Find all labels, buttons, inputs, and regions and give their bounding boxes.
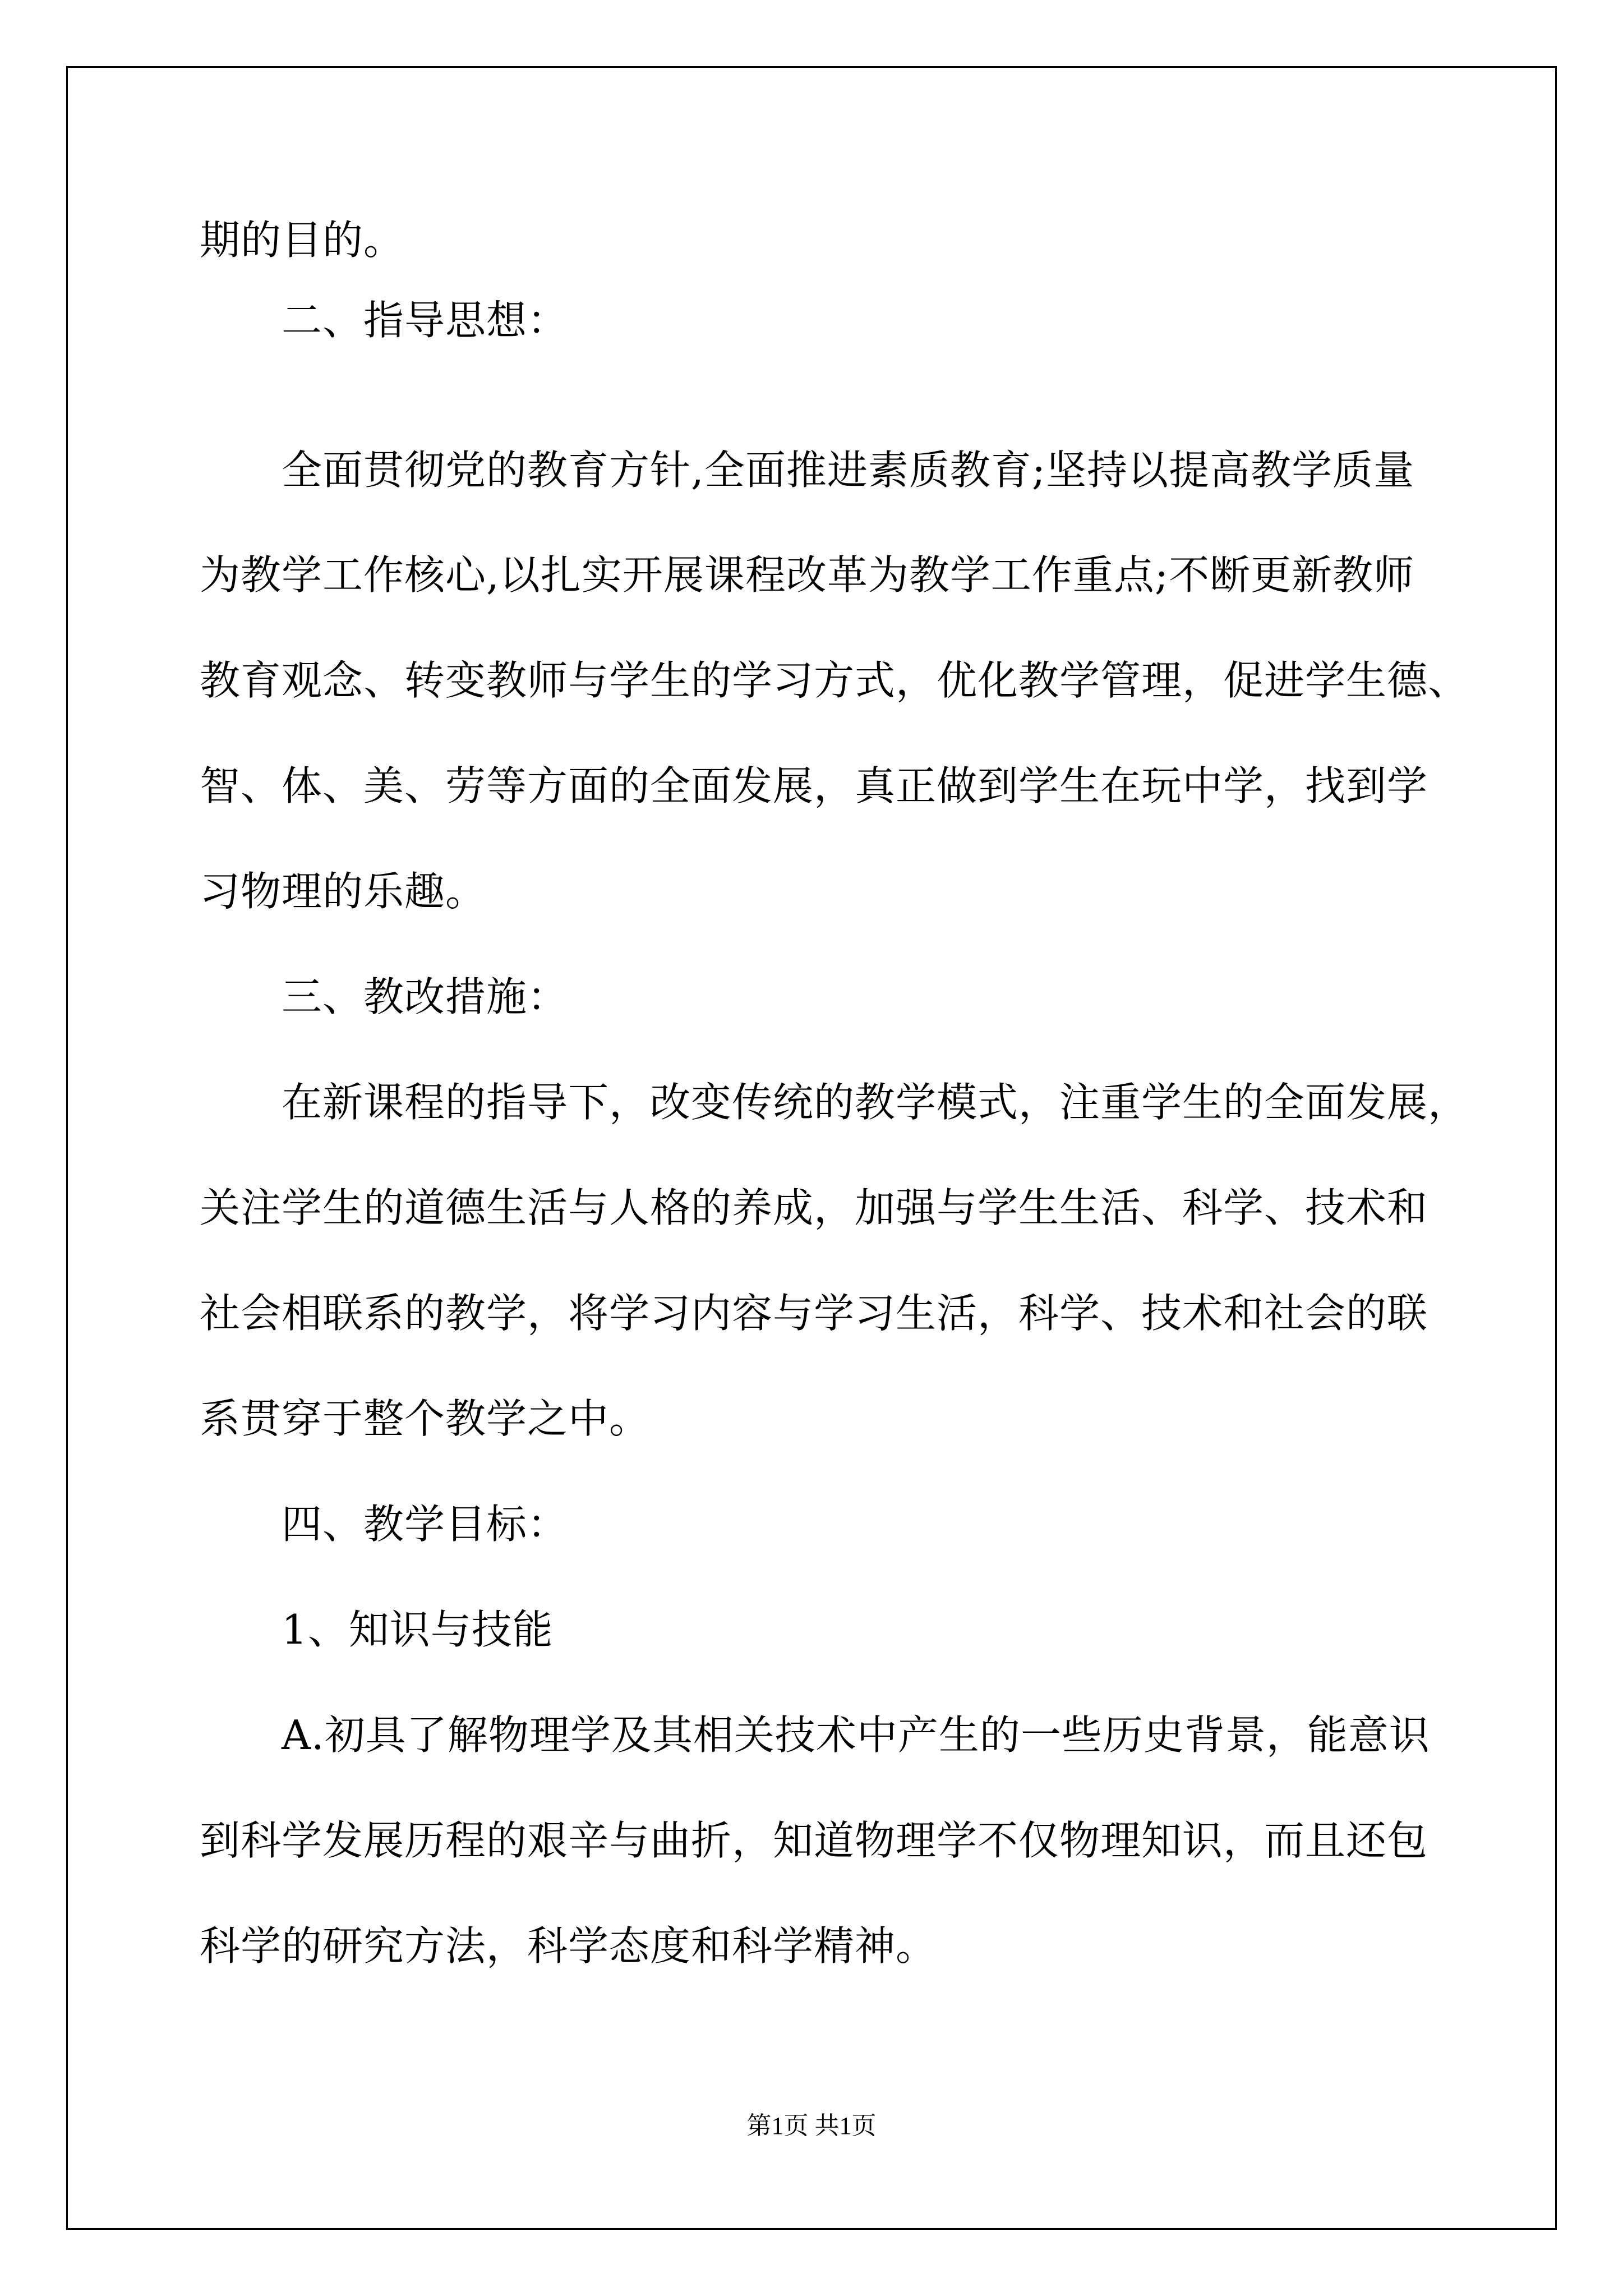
paragraph-line: 科学的研究方法，科学态度和科学精神。	[200, 1922, 937, 1970]
paragraph-line: 到科学发展历程的艰辛与曲折，知道物理学不仅物理知识，而且还包	[200, 1817, 1428, 1864]
paragraph-line: 系贯穿于整个教学之中。	[200, 1395, 651, 1442]
subsection-heading: 1、知识与技能	[282, 1606, 554, 1653]
section-heading: 二、指导思想：	[282, 297, 569, 344]
paragraph-line: 社会相联系的教学，将学习内容与学习生活，科学、技术和社会的联	[200, 1290, 1428, 1337]
paragraph-line: A.初具了解物理学及其相关技术中产生的一些历史背景，能意识	[282, 1711, 1430, 1759]
page-border	[66, 66, 1557, 2230]
paragraph-line: 习物理的乐趣。	[200, 868, 487, 915]
paragraph-line: 为教学工作核心,以扎实开展课程改革为教学工作重点;不断更新教师	[200, 551, 1415, 599]
paragraph-line: 关注学生的道德生活与人格的养成，加强与学生生活、科学、技术和	[200, 1184, 1428, 1231]
paragraph-line: 全面贯彻党的教育方针,全面推进素质教育;坚持以提高教学质量	[282, 447, 1415, 494]
paragraph-line: 智、体、美、劳等方面的全面发展，真正做到学生在玩中学，找到学	[200, 762, 1428, 809]
paragraph-line: 教育观念、转变教师与学生的学习方式，优化教学管理，促进学生德、	[200, 657, 1469, 704]
section-heading: 四、教学目标：	[282, 1501, 569, 1548]
paragraph-line: 期的目的。	[200, 217, 405, 264]
section-heading: 三、教改措施：	[282, 973, 569, 1020]
paragraph-line: 在新课程的指导下，改变传统的教学模式，注重学生的全面发展，	[282, 1079, 1469, 1126]
page-footer: 第1页 共1页	[746, 2112, 877, 2139]
